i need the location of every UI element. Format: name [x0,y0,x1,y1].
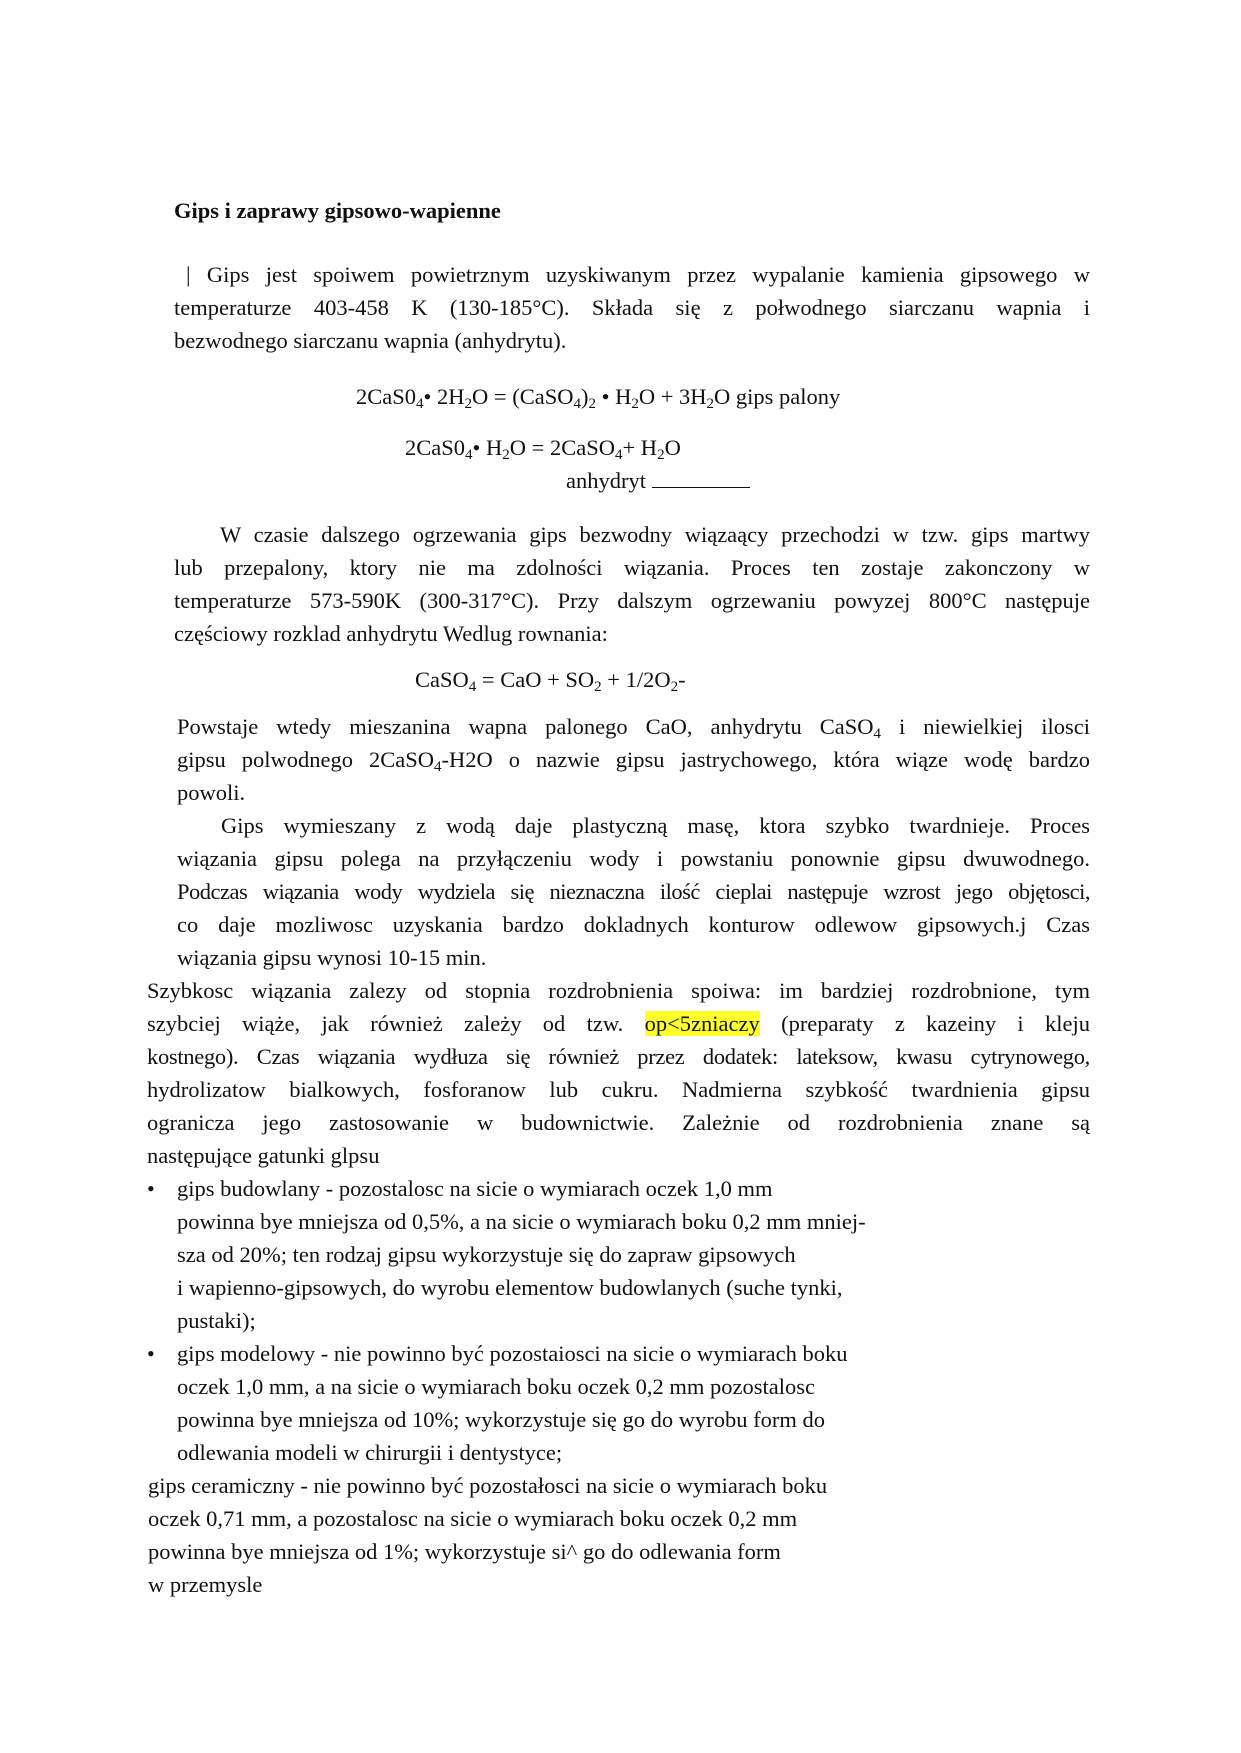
paragraph-line: szybciej wiąże, jak również zależy od tzw. op<5zniaczy (preparaty z kazeiny i kleju [147,1011,1090,1036]
closing-line: gips ceramiczny - nie powinno być pozostałosci na sicie o wymiarach boku [148,1473,828,1498]
equation-gips-palony: $2CaS0_4•$ $2H_2O$ = $(CaSO_4)_2$ • $H_2O + 3H_2O$ gips palony [356,384,841,412]
intro-line: bezwodnego siarczanu wapnia (anhydrytu). [174,328,567,353]
equation-anhydryt: $2CaS0_4•$ $H_2O$ = 2CaSO$_4$+ $H_2O$ [405,435,681,463]
bullet-icon: • [147,1176,155,1201]
paragraph-line: lub przepalony, ktory nie ma zdolności wiązania. Proces ten zostaje zakonczony w [174,555,1090,580]
paragraph-line: ogranicza jego zastosowanie w budownictwie. Zależnie od rozdrobnienia znane są [147,1110,1090,1135]
intro-line: temperaturze 403-458 K (130-185°C). Składa się z połwodnego siarczanu wapnia i [174,295,1090,320]
paragraph-line: Powstaje wtedy mieszanina wapna palonego CaO, anhydrytu CaSO$_4$ i niewielkiej ilosci [177,714,1090,742]
paragraph-line: Podczas wiązania wody wydziela się nieznaczna ilość cieplai następuje wzrost jego objętosci, [177,879,1090,904]
closing-line: powinna bye mniejsza od 1%; wykorzystuje si^ go do odlewania form [148,1539,781,1564]
paragraph-line: co daje mozliwosc uzyskania bardzo dokladnych konturow odlewow gipsowych.j Czas [177,912,1090,937]
paragraph-line: wiązania gipsu wynosi 10-15 min. [177,945,487,970]
paragraph-line: następujące gatunki glpsu [147,1143,380,1168]
paragraph-line: Szybkosc wiązania zalezy od stopnia rozdrobnienia spoiwa: im bardziej rozdrobnione, tym [147,978,1090,1003]
list-item-line: i wapienno-gipsowych, do wyrobu elementow budowlanych (suche tynki, [177,1275,843,1300]
closing-line: w przemysle [148,1572,263,1597]
paragraph-line: kostnego). Czas wiązania wydłuza się również przez dodatek: lateksow, kwasu cytrynowego, [147,1044,1090,1069]
paragraph-line: gipsu polwodnego 2CaSO$_4$-H2O o nazwie gipsu jastrychowego, która wiąze wodę bardzo [177,747,1090,775]
paragraph-line: W czasie dalszego ogrzewania gips bezwodny wiązaący przechodzi w tzw. gips martwy [220,522,1090,547]
list-item-line: odlewania modeli w chirurgii i dentystyce; [177,1440,563,1465]
paragraph-line: częściowy rozklad anhydrytu Wedlug rownania: [174,621,608,646]
anhydryt-label: anhydryt [566,464,750,497]
closing-line: oczek 0,71 mm, a pozostalosc na sicie o wymiarach boku oczek 0,2 mm [148,1506,798,1531]
list-item-line: powinna bye mniejsza od 0,5%, a na sicie o wymiarach boku 0,2 mm mniej- [177,1209,866,1234]
paragraph-line: Gips wymieszany z wodą daje plastyczną masę, ktora szybko twardnieje. Proces [221,813,1090,838]
paragraph-line: temperaturze 573-590K (300-317°C). Przy dalszym ogrzewaniu powyzej 800°C następuje [174,588,1090,613]
list-item-line: powinna bye mniejsza od 10%; wykorzystuje się go do wyrobu form do [177,1407,826,1432]
list-item-line: gips modelowy - nie powinno być pozostaiosci na sicie o wymiarach boku [177,1341,848,1366]
blank-underline [652,467,750,488]
paragraph-line: wiązania gipsu polega na przyłączeniu wody i powstaniu ponownie gipsu dwuwodnego. [177,846,1090,871]
paragraph-line: powoli. [177,780,246,805]
page-title: Gips i zaprawy gipsowo-wapienne [174,198,501,223]
paragraph-line: hydrolizatow bialkowych, fosforanow lub cukru. Nadmierna szybkość twardnienia gipsu [147,1077,1090,1102]
bullet-icon: • [147,1341,155,1366]
intro-line: | Gips jest spoiwem powietrznym uzyskiwanym przez wypalanie kamienia gipsowego w [186,262,1090,287]
list-item-line: gips budowlany - pozostalosc na sicie o wymiarach oczek 1,0 mm [177,1176,773,1201]
list-item-line: oczek 1,0 mm, a na sicie o wymiarach boku oczek 0,2 mm pozostalosc [177,1374,815,1399]
equation-decomposition: CaSO$_4$ = CaO + $SO_2 + 1/2O_2-$ [415,667,686,695]
highlighted-term: op<5zniaczy [644,1011,760,1036]
list-item-line: pustaki); [177,1308,256,1333]
list-item-line: sza od 20%; ten rodzaj gipsu wykorzystuje się do zapraw gipsowych [177,1242,796,1267]
